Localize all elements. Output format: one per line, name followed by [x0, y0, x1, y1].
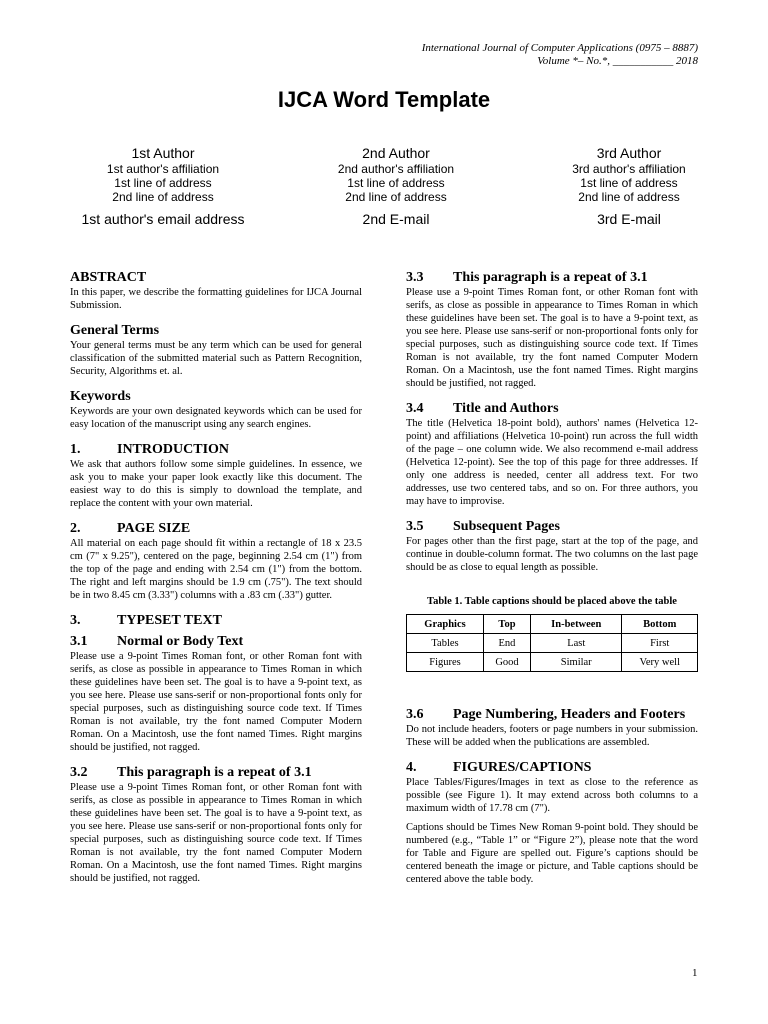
author-3 — [524, 145, 734, 228]
author-affiliation: 1st author's affiliation — [106, 162, 220, 176]
table-cell: Figures — [407, 653, 484, 672]
table-row — [407, 634, 698, 653]
author-address-line-1: 1st line of address — [580, 176, 678, 190]
table-1 — [406, 614, 698, 672]
page-number: 1 — [692, 967, 698, 979]
author-name: 3rd Author — [596, 145, 662, 161]
repeat-paragraph-text: Please use a 9-point Times Roman font, or other Roman font with serifs, as close as possible in appearance to Times Roman in which these guidelines have been set. The goal is to have a 9-point text, as you see here. Please use sans-serif or non-proportional fonts only for special purposes, such as distinguishing source code text. If Times Roman is not available, try the font named Computer Modern Roman. On a Macintosh, use the font named Times. Right margins should be justified, not ragged. — [70, 782, 362, 884]
section-number: 1. — [70, 442, 81, 457]
section-title: INTRODUCTION — [117, 442, 230, 457]
subsection-heading-3-6 — [406, 706, 698, 723]
section-title: FIGURES/CAPTIONS — [453, 760, 592, 775]
section-heading-figures-captions — [406, 759, 698, 776]
subsection-heading-3-2 — [70, 764, 362, 781]
section-number: 3.2 — [70, 765, 88, 780]
right-column — [406, 269, 698, 886]
author-address-line-2: 2nd line of address — [345, 190, 447, 204]
abstract-text: In this paper, we describe the formatting guidelines for IJCA Journal Submission. — [70, 287, 362, 311]
section-title: TYPESET TEXT — [117, 613, 222, 628]
section-number: 4. — [406, 760, 417, 775]
author-affiliation: 3rd author's affiliation — [572, 162, 686, 176]
volume-line: Volume *– No.*, ___________ 2018 — [537, 55, 698, 67]
author-address-line-1: 1st line of address — [114, 176, 212, 190]
section-number: 3.5 — [406, 519, 424, 534]
subsection-heading-3-5 — [406, 518, 698, 535]
table-header-cell: Bottom — [622, 615, 698, 634]
author-email: 3rd E-mail — [597, 211, 661, 227]
table-header-cell: Top — [483, 615, 530, 634]
section-title: PAGE SIZE — [117, 521, 191, 536]
author-1 — [58, 145, 268, 228]
keywords-heading: Keywords — [70, 389, 131, 404]
section-number: 2. — [70, 521, 81, 536]
author-email: 1st author's email address — [81, 211, 245, 227]
author-address-line-2: 2nd line of address — [112, 190, 214, 204]
page-numbering-text: Do not include headers, footers or page numbers in your submission. These will be added when the publications are assembled. — [406, 724, 698, 748]
title-authors-text: The title (Helvetica 18-point bold), authors' names (Helvetica 12-point) and affiliations (Helvetica 10-point) run across the full width of the page – one column wide. We also recommend e-mail address (Helvetica 12-point). See the top of this page for three addresses. If only one address is needed, center all address text. For two addresses, use two centered tabs, and so on. For three authors, you may have to improvise. — [406, 418, 698, 507]
author-affiliation: 2nd author's affiliation — [337, 162, 455, 176]
table-cell: Very well — [622, 653, 698, 672]
table-cell: Last — [530, 634, 621, 653]
section-heading-introduction — [70, 441, 362, 458]
section-title: Normal or Body Text — [117, 634, 244, 649]
subsection-heading-3-4 — [406, 400, 698, 417]
journal-name-line: International Journal of Computer Applications (0975 – 8887) — [421, 42, 698, 54]
table-header-row — [407, 615, 698, 634]
section-title: This paragraph is a repeat of 3.1 — [453, 270, 648, 285]
author-block — [58, 145, 734, 228]
normal-body-text: Please use a 9-point Times Roman font, or other Roman font with serifs, as close as possible in appearance to Times Roman in which these guidelines have been set. The goal is to have a 9-point text, as you see here. Please use sans-serif or non-proportional fonts only for special purposes, such as distinguishing source code text. If Times Roman is not available, try the font named Computer Modern Roman. On a Macintosh, use the font named Times. Right margins should be justified, not ragged. — [70, 651, 362, 753]
author-name: 2nd Author — [362, 145, 430, 161]
table-caption: Table 1. Table captions should be placed above the table — [427, 596, 677, 607]
table-cell: Tables — [407, 634, 484, 653]
section-title: Subsequent Pages — [453, 519, 560, 534]
abstract-heading: ABSTRACT — [70, 270, 147, 285]
table-cell: Good — [483, 653, 530, 672]
captions-text: Captions should be Times New Roman 9-point bold. They should be numbered (e.g., “Table 1” or “Figure 2”), please note that the word for Table and Figure are spelled out. Figure’s captions should be centered beneath the image or picture, and Table captions should be centered above the table body. — [406, 822, 698, 885]
keywords-text: Keywords are your own designated keywords which can be used for easy location of the manuscript using any search engines. — [70, 406, 362, 430]
section-title: Title and Authors — [453, 401, 559, 416]
table-row — [407, 653, 698, 672]
section-number: 3.4 — [406, 401, 424, 416]
figures-placement-text: Place Tables/Figures/Images in text as close to the reference as possible (see Figure 1). It may extend across both columns to a maximum width of 17.78 cm (7"). — [406, 777, 698, 814]
author-email: 2nd E-mail — [362, 211, 430, 227]
author-address-line-2: 2nd line of address — [578, 190, 680, 204]
section-number: 3.3 — [406, 270, 424, 285]
page-size-text: All material on each page should fit within a rectangle of 18 x 23.5 cm (7" x 9.25"), centered on the page, beginning 2.54 cm (1") from the top of the page and ending with 2.54 cm (1") from the bottom. The right and left margins should be 1.9 cm (.75"). The text should be in two 8.45 cm (3.33") columns with a .83 cm (.33") gutter. — [70, 538, 362, 601]
introduction-text: We ask that authors follow some simple guidelines. In essence, we ask you to make your paper look exactly like this document. The easiest way to do this is simply to download the template, and replace the content with your own material. — [70, 459, 362, 509]
section-number: 3. — [70, 613, 81, 628]
table-cell: End — [483, 634, 530, 653]
section-heading-typeset-text — [70, 612, 362, 629]
section-number: 3.1 — [70, 634, 88, 649]
author-name: 1st Author — [131, 145, 195, 161]
table-cell: First — [622, 634, 698, 653]
subsection-heading-3-1 — [70, 633, 362, 650]
subsequent-pages-text: For pages other than the first page, start at the top of the page, and continue in double-column format. The two columns on the last page should be as close to equal length as possible. — [406, 536, 698, 573]
section-number: 3.6 — [406, 707, 424, 722]
left-column — [70, 269, 362, 885]
table-header-cell: Graphics — [407, 615, 484, 634]
table-header-cell: In-between — [530, 615, 621, 634]
author-2 — [291, 145, 501, 228]
journal-running-header — [278, 42, 698, 68]
paper-title: IJCA Word Template — [277, 87, 491, 112]
subsection-heading-3-3 — [406, 269, 698, 286]
author-address-line-1: 1st line of address — [347, 176, 445, 190]
table-cell: Similar — [530, 653, 621, 672]
general-terms-heading: General Terms — [70, 323, 160, 338]
repeat-paragraph-text: Please use a 9-point Times Roman font, or other Roman font with serifs, as close as possible in appearance to Times Roman in which these guidelines have been set. The goal is to have a 9-point text, as you see here. Please use sans-serif or non-proportional fonts only for special purposes, such as distinguishing source code text. If Times Roman is not available, try the font named Computer Modern Roman. On a Macintosh, use the font named Times. Right margins should be justified, not ragged. — [406, 287, 698, 389]
section-title: This paragraph is a repeat of 3.1 — [117, 765, 312, 780]
general-terms-text: Your general terms must be any term which can be used for general classification of the submitted material such as Pattern Recognition, Security, Algorithms et. al. — [70, 340, 362, 377]
section-heading-page-size — [70, 520, 362, 537]
section-title: Page Numbering, Headers and Footers — [453, 707, 686, 722]
